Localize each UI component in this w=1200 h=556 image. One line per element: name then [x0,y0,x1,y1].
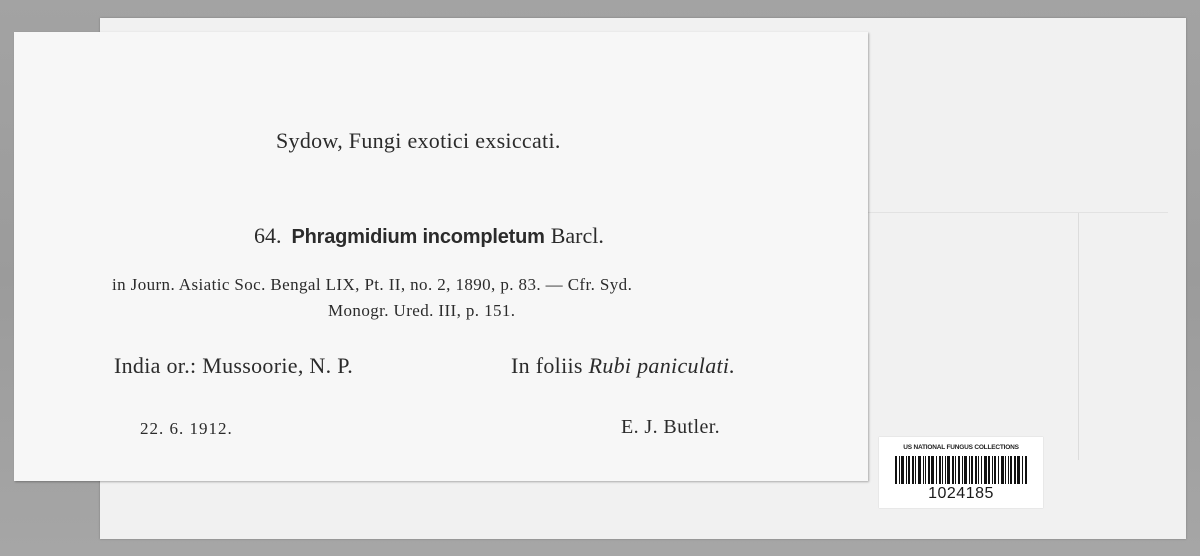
sheet-fold-line [868,212,1168,213]
barcode-number: 1024185 [928,485,994,502]
species-line [254,223,604,249]
exsiccata-title: Sydow, Fungi exotici exsiccati. [276,128,561,153]
barcode-stripe [969,456,970,484]
barcode-stripe [918,456,921,484]
host-line [511,353,735,379]
barcode-stripe [928,456,930,484]
species-name: Phragmidium incompletum [291,226,545,248]
barcode-stripe [906,456,907,484]
barcode-stripe [978,456,979,484]
barcode-stripe [1008,456,1009,484]
host-prefix: In foliis [511,353,583,378]
barcode-stripe [964,456,967,484]
reference-line-2: Monogr. Ured. III, p. 151. [328,301,516,320]
barcode-stripe [936,456,937,484]
barcode-bars [895,456,1027,484]
barcode-stripe [899,456,900,484]
barcode-stripe [952,456,954,484]
barcode-stripe [998,456,999,484]
barcode-stripe [958,456,960,484]
barcode-stripe [962,456,963,484]
barcode-stripe [992,456,993,484]
barcode-stripe [915,456,916,484]
barcode-stripe [925,456,926,484]
specimen-number: 64. [254,223,282,248]
barcode-stripe [971,456,973,484]
barcode-stripe [1010,456,1012,484]
barcode-stripe [955,456,956,484]
barcode-stripe [931,456,934,484]
barcode-stripe [895,456,897,484]
collection-date: 22. 6. 1912. [140,419,233,438]
barcode-stripe [908,456,910,484]
barcode-stripe [1022,456,1023,484]
barcode-stripe [939,456,941,484]
barcode-stripe [912,456,914,484]
barcode-stripe [947,456,950,484]
barcode-stripe [942,456,943,484]
barcode-stripe [981,456,982,484]
specimen-label [14,32,868,481]
host-name: Rubi paniculati. [588,353,736,378]
barcode-stripe [975,456,977,484]
barcode-organization: US NATIONAL FUNGUS COLLECTIONS [903,444,1019,451]
barcode-stripe [1025,456,1027,484]
species-author: Barcl. [550,223,604,248]
reference-line-1: in Journ. Asiatic Soc. Bengal LIX, Pt. II, no. 2, 1890, p. 83. — Cfr. Syd. [112,275,633,294]
barcode-stripe [988,456,990,484]
barcode-label [879,437,1043,508]
barcode-stripe [945,456,946,484]
barcode-stripe [984,456,987,484]
barcode-stripe [1014,456,1016,484]
locality: India or.: Mussoorie, N. P. [114,353,354,378]
barcode-stripe [923,456,924,484]
collector: E. J. Butler. [621,416,721,438]
barcode-stripe [1001,456,1004,484]
barcode-stripe [1017,456,1020,484]
sheet-fold-line [1078,212,1079,460]
barcode-stripe [1005,456,1006,484]
barcode-stripe [901,456,904,484]
barcode-stripe [994,456,996,484]
